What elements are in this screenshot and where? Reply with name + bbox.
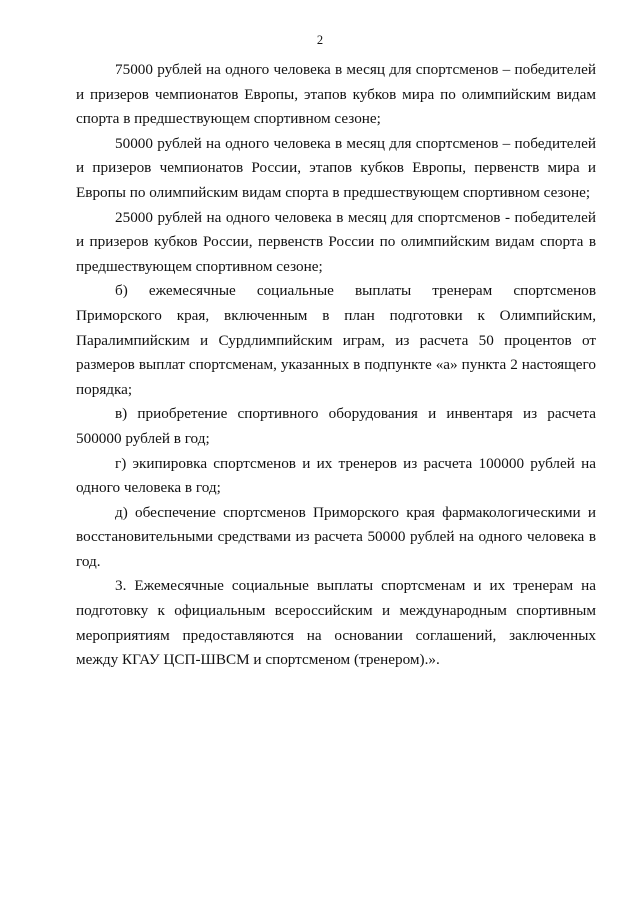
- paragraph-point-3-agreements: 3. Ежемесячные социальные выплаты спортсменам и их тренерам на подготовку к официальным всероссийским и международным спортивным мероприятиям предоставляются на основании соглашений, заключенных между КГАУ ЦСП-ШВСМ и спортсменом (тренером).».: [76, 577, 596, 669]
- document-body: [76, 58, 596, 673]
- paragraph-50000-payment: 50000 рублей на одного человека в месяц для спортсменов – победителей и призеров чемпионатов России, этапов кубков Европы, первенств мира и Европы по олимпийским видам спорта в предшествующем спортивном сезоне;: [76, 134, 596, 201]
- paragraph-75000-payment: 75000 рублей на одного человека в месяц для спортсменов – победителей и призеров чемпионатов Европы, этапов кубков мира по олимпийским видам спорта в предшествующем спортивном сезоне;: [76, 61, 596, 128]
- paragraph-item-g-outfitting: г) экипировка спортсменов и их тренеров из расчета 100000 рублей на одного человека в год;: [76, 454, 596, 497]
- page-number: 2: [316, 33, 324, 47]
- paragraph-item-d-pharmacology: д) обеспечение спортсменов Приморского края фармакологическими и восстановительными средствами из расчета 50000 рублей на одного человека в год.: [76, 503, 596, 570]
- paragraph-25000-payment: 25000 рублей на одного человека в месяц для спортсменов - победителей и призеров кубков России, первенств России по олимпийским видам спорта в предшествующем спортивном сезоне;: [76, 208, 596, 275]
- paragraph-item-b-coach-payments: б) ежемесячные социальные выплаты тренерам спортсменов Приморского края, включенным в план подготовки к Олимпийским, Паралимпийским и Сурдлимпийским играм, из расчета 50 процентов от размеров выплат спортсменам, указанных в подпункте «а» пункта 2 настоящего порядка;: [76, 282, 596, 398]
- paragraph-item-v-equipment: в) приобретение спортивного оборудования и инвентаря из расчета 500000 рублей в год;: [76, 405, 596, 447]
